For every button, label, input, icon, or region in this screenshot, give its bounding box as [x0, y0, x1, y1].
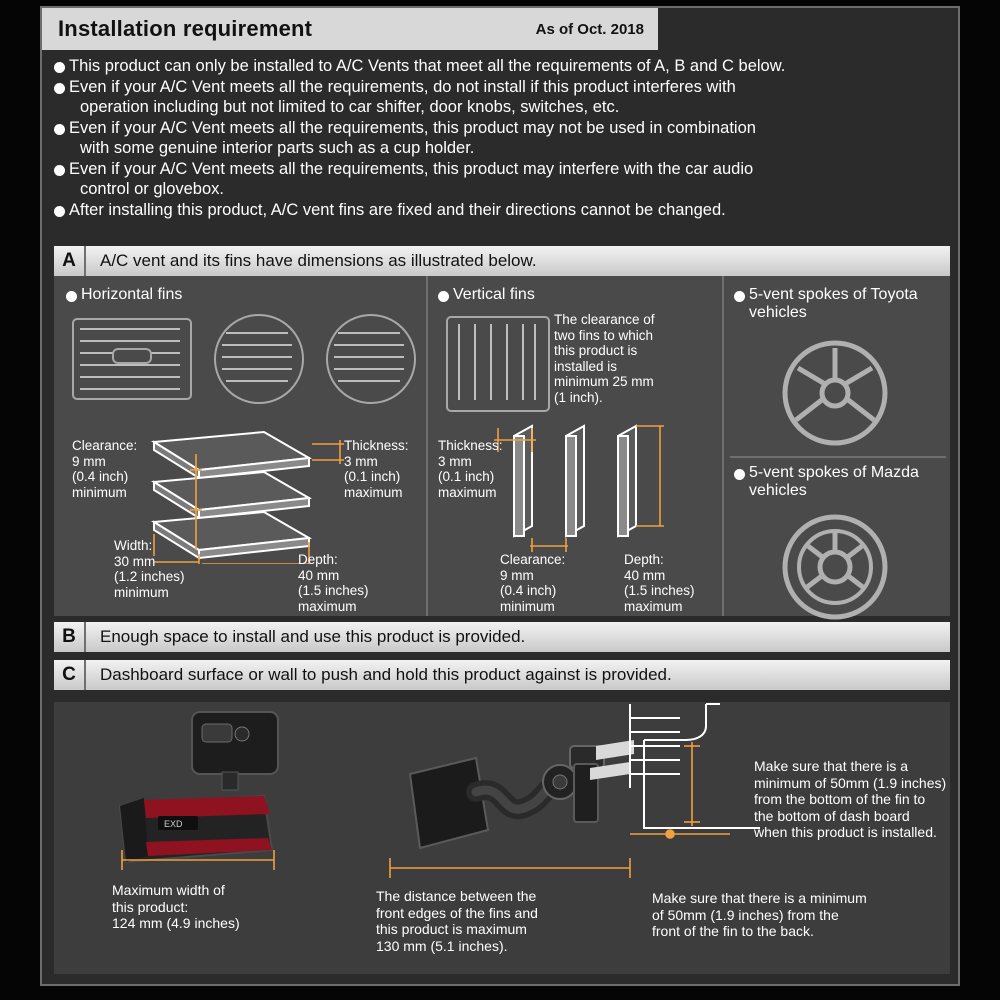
front-to-back-caption: Make sure that there is a minimum of 50mm (1.9 inches) from the front of the fin to the back. [652, 890, 867, 939]
vertical-fins-label: Vertical fins [453, 286, 535, 303]
bullet-text [69, 159, 753, 199]
section-a-header [54, 246, 950, 276]
bullet-dot-icon [54, 62, 65, 73]
bullet-dot-icon [734, 469, 745, 480]
horizontal-clearance-caption: Clearance: 9 mm (0.4 inch) minimum [72, 438, 138, 500]
section-c-body [54, 702, 950, 974]
mazda-spoke-vent-icon [780, 512, 890, 622]
horizontal-width-caption: Width: 30 mm (1.2 inches) minimum [114, 538, 185, 600]
bullet-text-line2: control or glovebox. [80, 180, 224, 198]
horizontal-fins-label-row [66, 286, 182, 304]
horizontal-thickness-caption: Thickness: 3 mm (0.1 inch) maximum [344, 438, 409, 500]
bullet-text: This product can only be installed to A/C Vents that meet all the requirements of A, B and C below. [69, 57, 786, 75]
bullet-text-line1: Even if your A/C Vent meets all the requirements, this product may not be used in combination [69, 119, 756, 137]
bullet-text: After installing this product, A/C vent fins are fixed and their directions cannot be changed. [69, 201, 726, 219]
bullet-dot-icon [54, 206, 65, 217]
requirement-bullets [54, 56, 950, 221]
mazda-spokes-label: 5-vent spokes of Mazda vehicles [749, 464, 919, 499]
vertical-thickness-caption: Thickness: 3 mm (0.1 inch) maximum [438, 438, 503, 500]
section-c-text: Dashboard surface or wall to push and hold this product against is provided. [100, 665, 672, 684]
vertical-fins-label-row [438, 286, 535, 304]
bullet-text [69, 77, 736, 117]
section-a-body [54, 276, 950, 616]
clearance-note: The clearance of two fins to which this product is installed is minimum 25 mm (1 inch). [554, 312, 655, 405]
title-bar [42, 8, 658, 50]
bullet-text [69, 118, 756, 158]
bullet-item [54, 200, 950, 220]
section-b-text: Enough space to install and use this product is provided. [100, 627, 526, 646]
section-b-header [54, 622, 950, 652]
section-c-header [54, 660, 950, 690]
as-of-date: As of Oct. 2018 [535, 20, 644, 38]
right-column-divider [730, 456, 946, 458]
bullet-dot-icon [54, 165, 65, 176]
mazda-label-row [734, 464, 944, 500]
toyota-spoke-vent-icon [780, 338, 890, 448]
bullet-item [54, 118, 950, 158]
section-a-letter: A [54, 246, 86, 276]
horizontal-depth-caption: Depth: 40 mm (1.5 inches) maximum [298, 552, 369, 614]
bullet-dot-icon [438, 291, 449, 302]
horizontal-fins-label: Horizontal fins [81, 286, 183, 303]
toyota-spokes-label: 5-vent spokes of Toyota vehicles [749, 286, 918, 321]
vertical-clearance-caption: Clearance: 9 mm (0.4 inch) minimum [500, 552, 566, 614]
section-c-letter: C [54, 660, 86, 690]
bullet-text-line2: with some genuine interior parts such as a cup holder. [80, 139, 475, 157]
vertical-depth-caption: Depth: 40 mm (1.5 inches) maximum [624, 552, 695, 614]
bullet-item [54, 77, 950, 117]
section-a-text: A/C vent and its fins have dimensions as illustrated below. [100, 251, 537, 270]
device-badge-text: EXD [164, 819, 183, 829]
front-edge-dimension [380, 852, 660, 882]
bullet-item [54, 56, 950, 76]
bullet-item [54, 159, 950, 199]
max-width-caption: Maximum width of this product: 124 mm (4.9 inches) [112, 882, 240, 931]
bullet-dot-icon [54, 83, 65, 94]
toyota-label-row [734, 286, 944, 322]
page-title: Installation requirement [58, 16, 313, 41]
bullet-dot-icon [66, 291, 77, 302]
dashboard-clearance-caption: Make sure that there is a minimum of 50mm (1.9 inches) from the bottom of the fin to the bottom of dash board when this product is installed. [754, 758, 947, 840]
requirement-sheet [40, 6, 960, 986]
front-edge-distance-caption: The distance between the front edges of the fins and this product is maximum 130 mm (5.1 inches). [376, 888, 538, 954]
bullet-text-line1: Even if your A/C Vent meets all the requirements, this product may interfere with the car audio [69, 160, 754, 178]
bullet-text-line2: operation including but not limited to car shifter, door knobs, switches, etc. [80, 98, 620, 116]
section-b-letter: B [54, 622, 86, 652]
bullet-text-line1: Even if your A/C Vent meets all the requirements, do not install if this product interferes with [69, 78, 736, 96]
max-width-dimension [114, 848, 314, 874]
bullet-dot-icon [734, 291, 745, 302]
bullet-dot-icon [54, 124, 65, 135]
